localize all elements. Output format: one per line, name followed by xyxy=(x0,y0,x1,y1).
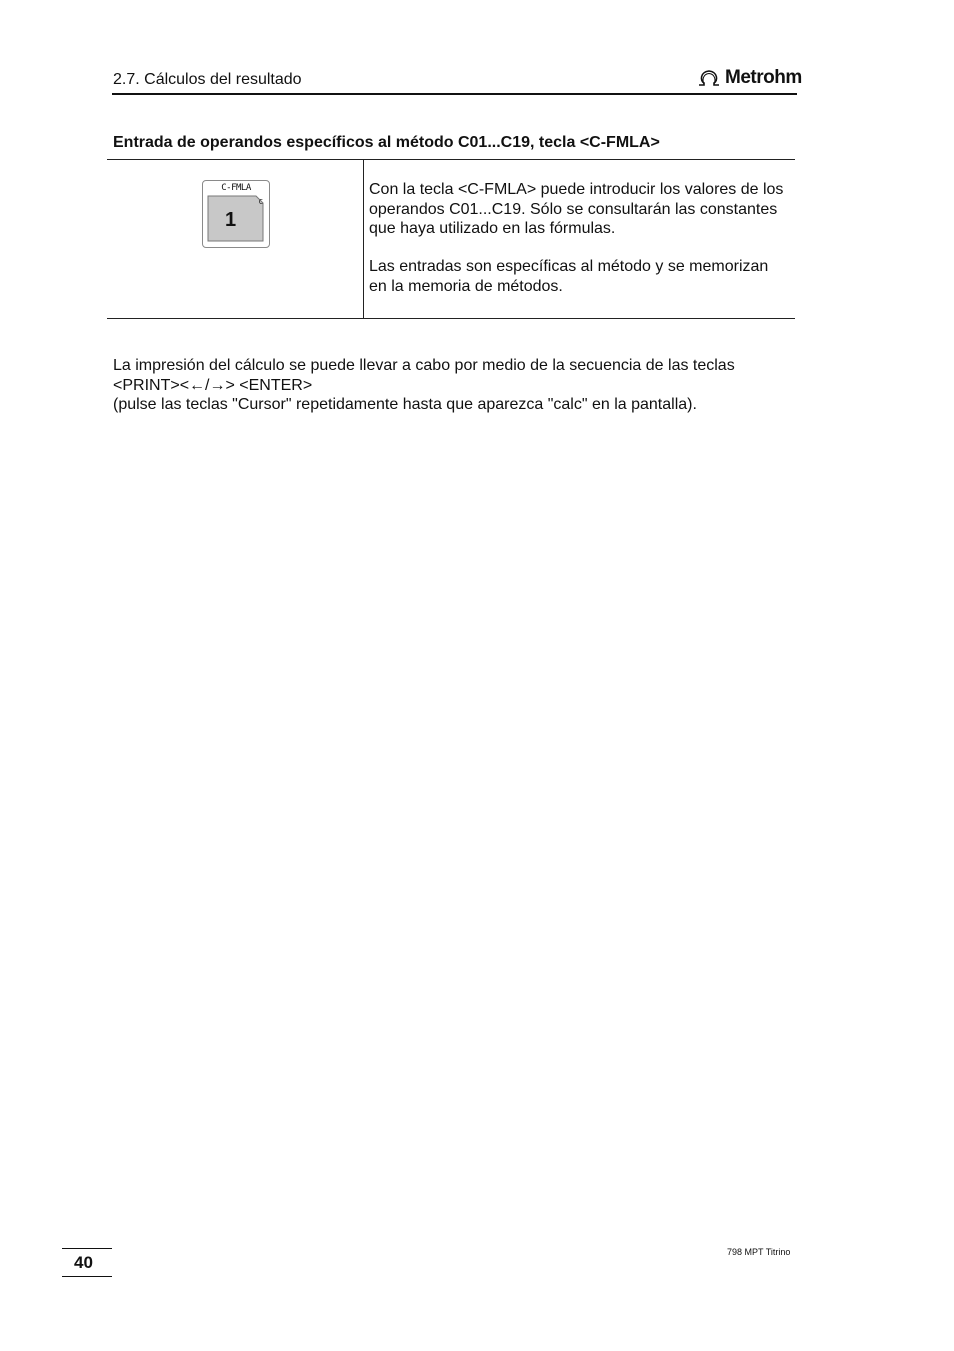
table-top-rule xyxy=(107,159,795,160)
page-number-bottom-rule xyxy=(62,1276,112,1277)
key-storage-paragraph: Las entradas son específicas al método y se memorizan en la memoria de métodos. xyxy=(369,258,769,295)
key-top-label: C-FMLA xyxy=(221,183,251,193)
print-instructions-note: (pulse las teclas "Cursor" repetidamente hasta que aparezca "calc" en la pantalla). xyxy=(113,396,697,413)
key-description-paragraph: Con la tecla <C-FMLA> puede introducir los valores de los operandos C01...C19. Sólo se consultarán las constantes que haya utilizado en las fórmulas. xyxy=(369,181,784,237)
brand-logo xyxy=(697,66,802,90)
print-key-sequence: <PRINT><←/→> <ENTER> xyxy=(113,376,313,394)
c-fmla-key-icon xyxy=(202,180,270,248)
document-name: 798 MPT Titrino xyxy=(727,1247,791,1257)
key-number: 1 xyxy=(225,209,237,231)
page-number: 40 xyxy=(74,1253,93,1272)
page-number-top-rule xyxy=(62,1248,112,1249)
table-column-divider xyxy=(363,159,364,319)
table-bottom-rule xyxy=(107,318,795,319)
omega-logo-icon xyxy=(697,68,721,88)
section-heading: Entrada de operandos específicos al método C01...C19, tecla <C-FMLA> xyxy=(113,134,660,151)
header-section-title: 2.7. Cálculos del resultado xyxy=(113,71,302,88)
print-instructions xyxy=(113,356,813,415)
print-instructions-line: La impresión del cálculo se puede llevar a cabo por medio de la secuencia de las teclas xyxy=(113,357,735,374)
brand-name: Metrohm xyxy=(725,67,802,88)
key-corner-label: C xyxy=(258,198,263,206)
header-rule xyxy=(112,93,797,95)
